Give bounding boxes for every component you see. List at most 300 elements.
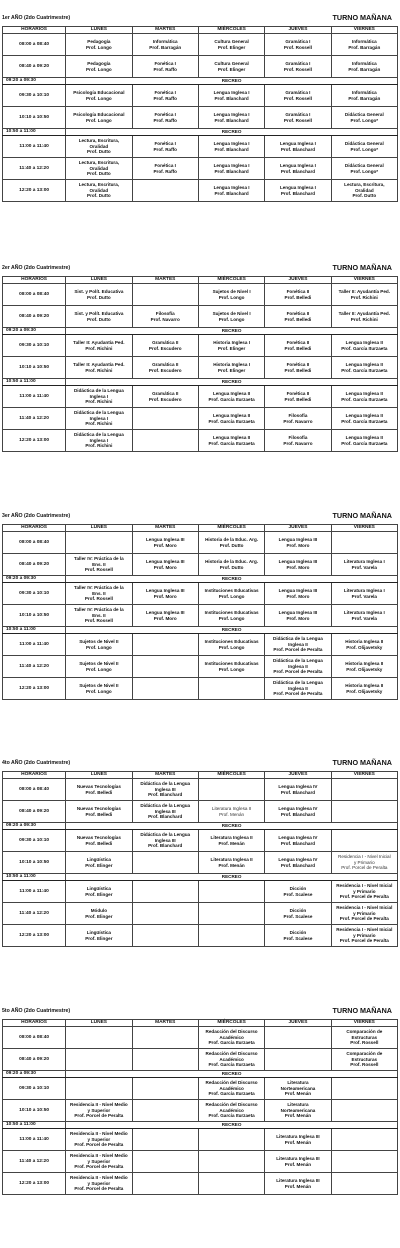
hour-cell: 08:00 a 08:40 [3, 1027, 66, 1049]
cell-line: Sujetos de Nivel II [79, 660, 119, 666]
cell-line: Prof. Olijavetsky [346, 666, 383, 672]
class-cell [66, 830, 132, 852]
cell-line: y Primario [353, 932, 376, 938]
class-cell [132, 335, 198, 357]
class-cell [331, 335, 397, 357]
class-cell [66, 158, 132, 180]
class-cell [66, 678, 132, 700]
table-row [3, 605, 398, 627]
column-header: JUEVES [265, 1020, 331, 1027]
cell-line: Gramática I [285, 38, 311, 44]
class-cell [66, 852, 132, 874]
recess-label: RECREO [66, 576, 398, 583]
class-cell [265, 386, 331, 408]
recess-label: RECREO [66, 1071, 398, 1078]
class-cell [198, 386, 264, 408]
cell-line: Didáctica de la Lengua [273, 658, 323, 664]
section-header [0, 510, 400, 524]
class-cell [265, 1129, 331, 1151]
cell-line: Nuevas Tecnologías [76, 783, 121, 789]
cell-line: Prof. Blanchard [280, 789, 316, 795]
cell-line: Dicción [289, 907, 307, 913]
table-row [3, 532, 398, 554]
hour-cell: 08:00 a 08:40 [3, 779, 66, 801]
hour-cell: 09:30 a 10:10 [3, 335, 66, 357]
section-title: 3er AÑO (2do Cuatrimestre) [2, 513, 71, 519]
empty-cell [132, 925, 198, 947]
empty-cell [198, 1173, 264, 1195]
empty-cell [132, 1078, 198, 1100]
class-cell [265, 605, 331, 627]
cell-line: Didáctica de la Lengua [140, 832, 191, 838]
section-header [0, 262, 400, 276]
schedule-table [2, 276, 398, 452]
cell-line: Prof. Moro [153, 564, 177, 570]
cell-line: Sujetos de Nivel I [212, 310, 251, 316]
empty-cell [198, 678, 264, 700]
cell-line: Fonética II [286, 390, 310, 396]
cell-line: Didáctica General [344, 162, 384, 168]
class-cell [265, 656, 331, 678]
cell-line: Lengua Inglesa III [278, 536, 318, 542]
recess-label: RECREO [66, 78, 398, 85]
column-header: VIERNES [331, 525, 397, 532]
cell-line: Taller II: Ayudantía Ped. [338, 310, 391, 316]
cell-line: Taller IV: Práctica de la [74, 556, 124, 562]
recess-row [3, 78, 398, 85]
hour-cell: 10:10 a 10:50 [3, 357, 66, 379]
cell-line: Lengua Inglesa III [278, 609, 318, 615]
cell-line: Prof. Blanchard [280, 168, 316, 174]
cell-line: Psicología Educacional [73, 89, 125, 95]
cell-line: Lingüística [86, 856, 111, 862]
cell-line: Literatura Inglesa I [343, 558, 385, 564]
cell-line: Prof. Longo [85, 95, 112, 101]
shift-label: TURNO MAÑANA [332, 13, 392, 22]
empty-cell [66, 1078, 132, 1100]
recess-row [3, 576, 398, 583]
cell-line: Residencia II - Nivel Medio [70, 1102, 128, 1108]
empty-cell [132, 903, 198, 925]
class-cell [198, 830, 264, 852]
table-row [3, 34, 398, 56]
cell-line: Comparación de [346, 1029, 383, 1035]
table-row [3, 634, 398, 656]
hour-cell: 10:50 a 11:00 [3, 379, 66, 386]
cell-line: Prof. Barragán [348, 66, 381, 72]
cell-line: Prof. Navarro [283, 418, 313, 424]
class-cell [66, 386, 132, 408]
cell-line: Prof. García Iturzaeta [208, 1091, 255, 1097]
empty-cell [331, 1100, 397, 1122]
hour-cell: 10:10 a 10:50 [3, 605, 66, 627]
cell-line: Lengua Inglesa II [212, 434, 251, 440]
cell-line: Prof. Elinger [217, 44, 246, 50]
class-cell [198, 532, 264, 554]
empty-cell [132, 634, 198, 656]
class-cell [66, 779, 132, 801]
cell-line: Prof. Porcel de Peralta [339, 916, 389, 922]
hour-cell: 11:00 a 11:40 [3, 136, 66, 158]
cell-line: Nuevas Tecnologías [76, 805, 121, 811]
cell-line: Literatura Inglesa III [276, 1133, 320, 1139]
cell-line: Prof. Olijavetsky [346, 688, 383, 694]
cell-line: Prof. Blanchard [280, 840, 316, 846]
cell-line: Prof. Olijavetsky [346, 644, 383, 650]
cell-line: Prof. Blanchard [148, 792, 183, 798]
class-cell [331, 408, 397, 430]
column-header: JUEVES [265, 27, 331, 34]
column-header: JUEVES [265, 772, 331, 779]
hour-cell: 10:10 a 10:50 [3, 107, 66, 129]
cell-line: Prof. Elinger [85, 935, 113, 941]
column-header: HORARIOS [3, 27, 66, 34]
shift-label: TURNO MAÑANA [332, 263, 392, 272]
cell-line: Prof. Moro [153, 615, 177, 621]
cell-line: Oralidad [89, 165, 109, 171]
class-cell [331, 430, 397, 452]
cell-line: Prof. Menán [218, 862, 245, 868]
class-cell [331, 158, 397, 180]
table-row [3, 1151, 398, 1173]
cell-line: Prof. Belledi [85, 840, 113, 846]
class-cell [331, 107, 397, 129]
cell-line: Prof. Longo [85, 688, 112, 694]
cell-line: Prof. García Iturzaeta [341, 418, 388, 424]
cell-line: Prof. Richini [85, 367, 113, 373]
cell-line: Fonética II [286, 310, 310, 316]
cell-line: Literatura [287, 1102, 309, 1108]
cell-line: Gramática II [152, 339, 179, 345]
empty-cell [132, 881, 198, 903]
class-cell [198, 306, 264, 328]
hour-cell: 12:20 a 13:00 [3, 430, 66, 452]
cell-line: Módulo [90, 907, 108, 913]
class-cell [265, 335, 331, 357]
cell-line: Dicción [289, 885, 307, 891]
section-title: 4to AÑO (2do Cuatrimestre) [2, 760, 71, 766]
class-cell [132, 107, 198, 129]
empty-cell [132, 656, 198, 678]
cell-line: y Primario [353, 910, 376, 916]
cell-line: Académico [219, 1034, 244, 1040]
class-cell [132, 357, 198, 379]
hour-cell: 12:20 a 13:00 [3, 1173, 66, 1195]
cell-line: Sujetos de Nivel II [79, 638, 119, 644]
cell-line: Gramática I [285, 60, 311, 66]
schedule-table [2, 524, 398, 700]
cell-line: Prof. García Iturzaeta [341, 396, 388, 402]
empty-cell [132, 852, 198, 874]
class-cell [198, 554, 264, 576]
cell-line: Prof. Rossell [283, 117, 312, 123]
cell-line: Prof. Navarro [150, 316, 180, 322]
column-header: MARTES [132, 27, 198, 34]
schedule-section [0, 510, 400, 700]
column-header: LUNES [66, 772, 132, 779]
cell-line: Historia Inglesa I [213, 361, 250, 367]
hour-cell: 12:20 a 13:00 [3, 925, 66, 947]
class-cell [132, 158, 198, 180]
cell-line: Prof. Porcel de Peralta [339, 894, 389, 900]
class-cell [66, 430, 132, 452]
class-cell [331, 554, 397, 576]
cell-line: Prof. Porcel de Peralta [273, 647, 323, 653]
empty-cell [198, 1129, 264, 1151]
recess-row [3, 823, 398, 830]
empty-cell [331, 532, 397, 554]
class-cell [331, 605, 397, 627]
column-header: HORARIOS [3, 772, 66, 779]
table-row [3, 357, 398, 379]
cell-line: Prof. Porcel de Peralta [74, 1142, 124, 1148]
class-cell [198, 158, 264, 180]
hour-cell: 11:00 a 11:40 [3, 634, 66, 656]
cell-line: Fonética I [154, 60, 176, 66]
cell-line: Prof. Navarro [283, 440, 313, 446]
cell-line: Didáctica de la Lengua [73, 410, 124, 416]
cell-line: Comparación de [346, 1051, 383, 1057]
class-cell [132, 554, 198, 576]
cell-line: Residencia I - Nivel Inicial [338, 854, 391, 860]
hour-cell: 08:40 a 09:20 [3, 554, 66, 576]
cell-line: Prof. Moro [153, 542, 177, 548]
cell-line: Inglesa III [154, 837, 176, 843]
class-cell [66, 605, 132, 627]
cell-line: Instituciones Educativas [204, 587, 259, 593]
cell-line: Lingüística [86, 885, 111, 891]
cell-line: Prof. Dutto [87, 171, 111, 177]
class-cell [331, 56, 397, 78]
empty-cell [132, 180, 198, 202]
class-cell [331, 386, 397, 408]
class-cell [331, 180, 397, 202]
cell-line: Didáctica de la Lengua [73, 388, 124, 394]
cell-line: Prof. Porcel de Peralta [74, 1186, 124, 1192]
class-cell [265, 1100, 331, 1122]
cell-line: Literatura Inglesa II [210, 856, 253, 862]
cell-line: Prof. Menán [284, 1161, 312, 1167]
class-cell [198, 180, 264, 202]
cell-line: Fonética II [286, 288, 310, 294]
class-cell [265, 107, 331, 129]
cell-line: Estructuras [351, 1056, 378, 1062]
cell-line: Taller II: Ayudantía Ped. [338, 288, 391, 294]
class-cell [132, 801, 198, 823]
cell-line: Prof. Rossell [350, 1062, 379, 1068]
class-cell [66, 34, 132, 56]
hour-cell: 09:30 a 10:10 [3, 85, 66, 107]
cell-line: Lengua Inglesa I [213, 140, 250, 146]
empty-cell [132, 1049, 198, 1071]
cell-line: Didáctica de la Lengua [273, 636, 323, 642]
cell-line: Prof. Escudero [148, 396, 182, 402]
cell-line: Prof. Escudero [148, 367, 182, 373]
empty-cell [331, 1129, 397, 1151]
column-header: MARTES [132, 525, 198, 532]
class-cell [331, 284, 397, 306]
hour-cell: 10:50 a 11:00 [3, 874, 66, 881]
class-cell [265, 554, 331, 576]
hour-cell: 10:10 a 10:50 [3, 852, 66, 874]
hour-cell: 11:40 a 12:20 [3, 158, 66, 180]
class-cell [66, 925, 132, 947]
table-row [3, 903, 398, 925]
empty-cell [132, 678, 198, 700]
hour-cell: 08:40 a 09:20 [3, 801, 66, 823]
class-cell [198, 357, 264, 379]
cell-line: Lengua Inglesa IV [278, 783, 318, 789]
cell-line: Prof. García Iturzaeta [208, 1113, 255, 1119]
cell-line: Taller IV: Práctica de la [74, 585, 124, 591]
cell-line: Prof. Elinger [217, 367, 246, 373]
cell-line: Académico [219, 1107, 244, 1113]
class-cell [331, 678, 397, 700]
recess-row [3, 1122, 398, 1129]
class-cell [132, 830, 198, 852]
table-row [3, 430, 398, 452]
cell-line: Instituciones Educativas [204, 660, 259, 666]
class-cell [66, 56, 132, 78]
table-row [3, 306, 398, 328]
column-header: MARTES [132, 772, 198, 779]
cell-line: Residencia I - Nivel Inicial [336, 927, 393, 933]
cell-line: Lengua Inglesa III [278, 558, 318, 564]
cell-line: Prof. Belledi [284, 396, 312, 402]
section-header [0, 1005, 400, 1019]
cell-line: Prof. Raffo [153, 95, 177, 101]
cell-line: Lengua Inglesa I [213, 162, 250, 168]
class-cell [265, 852, 331, 874]
cell-line: Taller II: Ayudantía Ped. [73, 339, 125, 345]
cell-line: Residencia I - Nivel Inicial [336, 883, 393, 889]
class-cell [265, 357, 331, 379]
cell-line: Filosofía [155, 310, 175, 316]
cell-line: Prof. Barragán [348, 95, 381, 101]
schedule-section [0, 757, 400, 947]
cell-line: Oralidad [89, 187, 109, 193]
cell-line: Didáctica General [344, 111, 384, 117]
cell-line: Literatura Inglesa II [210, 834, 253, 840]
cell-line: Lengua Inglesa III [145, 609, 185, 615]
empty-cell [198, 903, 264, 925]
table-row [3, 1078, 398, 1100]
cell-line: Lingüística [86, 929, 111, 935]
class-cell [265, 532, 331, 554]
cell-line: Dicción [289, 929, 307, 935]
hour-cell: 08:40 a 09:20 [3, 56, 66, 78]
class-cell [198, 85, 264, 107]
cell-line: Informática [351, 89, 377, 95]
cell-line: Prof. Dutto [352, 193, 377, 199]
table-row [3, 881, 398, 903]
schedule-section [0, 1005, 400, 1195]
class-cell [66, 903, 132, 925]
cell-line: Prof. Rossell [84, 618, 113, 624]
table-row [3, 85, 398, 107]
class-cell [132, 583, 198, 605]
class-cell [198, 56, 264, 78]
cell-line: Prof. Longo [85, 644, 112, 650]
class-cell [265, 306, 331, 328]
cell-line: Lectura, Escritura, [344, 182, 385, 188]
class-cell [198, 430, 264, 452]
cell-line: Prof. Escudero [148, 345, 182, 351]
class-cell [66, 335, 132, 357]
cell-line: Prof. Belledi [284, 316, 312, 322]
class-cell [66, 107, 132, 129]
table-row [3, 1173, 398, 1195]
hour-cell: 08:40 a 09:20 [3, 1049, 66, 1071]
empty-cell [331, 830, 397, 852]
cell-line: Lectura, Escritura, [78, 182, 120, 188]
cell-line: Literatura Inglesa III [276, 1155, 320, 1161]
class-cell [265, 158, 331, 180]
cell-line: Prof. Longo* [350, 117, 379, 123]
hour-cell: 11:00 a 11:40 [3, 1129, 66, 1151]
empty-cell [132, 430, 198, 452]
cell-line: Prof. García Iturzaeta [341, 367, 388, 373]
class-cell [265, 408, 331, 430]
cell-line: Prof. Longo [218, 666, 245, 672]
class-cell [66, 180, 132, 202]
cell-line: Lengua Inglesa IV [278, 834, 318, 840]
class-cell [132, 605, 198, 627]
class-cell [66, 357, 132, 379]
cell-line: Prof. Elinger [85, 913, 113, 919]
cell-line: Prof. Elinger [85, 891, 113, 897]
hour-cell: 11:40 a 12:20 [3, 1151, 66, 1173]
cell-line: Residencia II - Nivel Medio [70, 1175, 128, 1181]
column-header: MARTES [132, 277, 198, 284]
empty-cell [331, 801, 397, 823]
class-cell [198, 656, 264, 678]
table-row [3, 678, 398, 700]
hour-cell: 11:40 a 12:20 [3, 656, 66, 678]
cell-line: Prof. Longo [85, 66, 112, 72]
cell-line: Prof. Blanchard [214, 168, 249, 174]
class-cell [198, 1078, 264, 1100]
section-title: 2er AÑO (2do Cuatrimestre) [2, 265, 71, 271]
class-cell [66, 136, 132, 158]
column-header: MARTES [132, 1020, 198, 1027]
cell-line: Historia Inglesa II [345, 638, 384, 644]
cell-line: Prof. Belledi [85, 789, 113, 795]
cell-line: Lengua Inglesa II [345, 361, 383, 367]
cell-line: Lectura, Escritura, [78, 138, 120, 144]
class-cell [66, 1173, 132, 1195]
table-row [3, 136, 398, 158]
cell-line: Prof. García Iturzaeta [208, 1040, 255, 1046]
cell-line: Prof. Blanchard [280, 190, 316, 196]
class-cell [66, 1151, 132, 1173]
cell-line: Sujetos de Nivel I [212, 288, 251, 294]
hour-cell: 08:00 a 08:40 [3, 532, 66, 554]
recess-row [3, 328, 398, 335]
cell-line: Prof. Porcel de Peralta [74, 1113, 124, 1119]
table-row [3, 107, 398, 129]
cell-line: Prof. Menán [284, 1183, 312, 1189]
hour-cell: 08:40 a 09:20 [3, 306, 66, 328]
header-row [3, 27, 398, 34]
schedule-section [0, 12, 400, 202]
empty-cell [132, 1129, 198, 1151]
class-cell [331, 656, 397, 678]
cell-line: Prof. Menán [219, 811, 245, 817]
cell-line: Cultura General [214, 38, 249, 44]
hour-cell: 10:50 a 11:00 [3, 1122, 66, 1129]
cell-line: Lengua Inglesa II [345, 339, 383, 345]
